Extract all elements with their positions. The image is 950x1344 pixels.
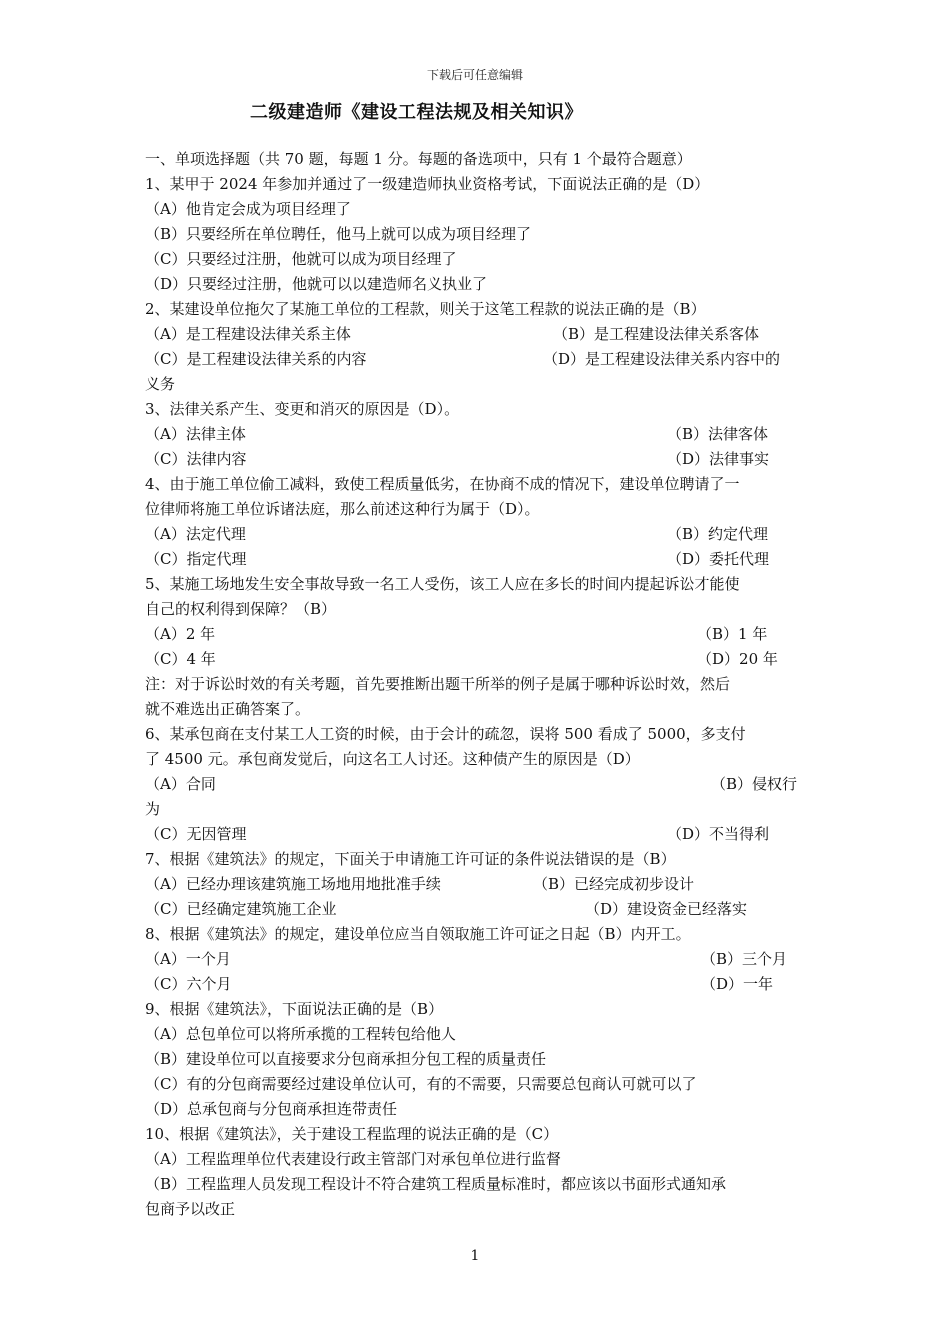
document-title: 二级建造师《建设工程法规及相关知识》 [250, 102, 583, 123]
question-5-option-d: （D）20 年 [697, 650, 778, 668]
question-6-option-d: （D）不当得利 [667, 825, 770, 843]
question-4-stem-line-1: 4、由于施工单位偷工减料，致使工程质量低劣，在协商不成的情况下，建设单位聘请了一 [145, 475, 740, 493]
question-1-option-b: （B）只要经所在单位聘任，他马上就可以成为项目经理了 [145, 225, 532, 243]
question-6-options-row-2 [145, 822, 807, 847]
question-7-options-row-1 [145, 872, 807, 897]
question-8-option-c: （C）六个月 [145, 975, 232, 993]
question-3-stem: 3、法律关系产生、变更和消灭的原因是（D）。 [145, 400, 460, 418]
question-1-stem: 1、某甲于 2024 年参加并通过了一级建造师执业资格考试，下面说法正确的是（D） [145, 175, 710, 193]
question-5-options-row-2 [145, 647, 807, 672]
question-6-option-a: （A）合同 [145, 775, 216, 793]
question-6-option-c: （C）无因管理 [145, 825, 247, 843]
question-10-stem: 10、根据《建筑法》，关于建设工程监理的说法正确的是（C） [145, 1125, 559, 1143]
question-list [145, 147, 807, 1222]
question-5-note-line-1: 注：对于诉讼时效的有关考题，首先要推断出题干所举的例子是属于哪种诉讼时效，然后 [145, 675, 731, 693]
question-4-stem-line-2: 位律师将施工单位诉诸法庭，那么前述这种行为属于（D）。 [145, 500, 540, 518]
question-9-option-d: （D）总承包商与分包商承担连带责任 [145, 1100, 398, 1118]
question-10-option-b-line-1: （B）工程监理人员发现工程设计不符合建筑工程质量标准时，都应该以书面形式通知承 [145, 1175, 727, 1193]
question-6-option-b: （B）侵权行 [711, 775, 798, 793]
question-4-option-c: （C）指定代理 [145, 550, 247, 568]
question-6-stem-line-2: 了 4500 元。承包商发觉后，向这名工人讨还。这种债产生的原因是（D） [145, 750, 640, 768]
question-5-option-b: （B）1 年 [697, 625, 768, 643]
question-2-option-d: （D）是工程建设法律关系内容中的 [543, 350, 781, 368]
question-3-option-c: （C）法律内容 [145, 450, 247, 468]
question-5-option-c: （C）4 年 [145, 650, 216, 668]
question-8-option-b: （B）三个月 [701, 950, 788, 968]
question-7-stem: 7、根据《建筑法》的规定，下面关于申请施工许可证的条件说法错误的是（B） [145, 850, 676, 868]
header-note: 下载后可任意编辑 [426, 68, 523, 82]
question-9-option-b: （B）建设单位可以直接要求分包商承担分包工程的质量责任 [145, 1050, 547, 1068]
question-5-stem-line-2: 自己的权利得到保障？（B） [145, 600, 337, 618]
question-7-options-row-2 [145, 897, 807, 922]
question-9-stem: 9、根据《建筑法》，下面说法正确的是（B） [145, 1000, 444, 1018]
question-5-option-a: （A）2 年 [145, 625, 216, 643]
question-6-stem-line-1: 6、某承包商在支付某工人工资的时候，由于会计的疏忽，误将 500 看成了 5000，多支付 [145, 725, 746, 743]
question-2-option-c: （C）是工程建设法律关系的内容 [145, 350, 367, 368]
question-3-option-a: （A）法律主体 [145, 425, 246, 443]
question-4-options-row-1 [145, 522, 807, 547]
question-6-option-b-continued: 为 [145, 800, 161, 818]
question-8-options-row-1 [145, 947, 807, 972]
question-2-options-row-1 [145, 322, 807, 347]
question-10-option-a: （A）工程监理单位代表建设行政主管部门对承包单位进行监督 [145, 1150, 561, 1168]
question-4-option-a: （A）法定代理 [145, 525, 246, 543]
question-2-option-d-continued: 义务 [145, 375, 176, 393]
question-1-option-c: （C）只要经过注册，他就可以成为项目经理了 [145, 250, 457, 268]
question-7-option-b: （B）已经完成初步设计 [533, 875, 695, 893]
question-5-options-row-1 [145, 622, 807, 647]
question-6-options-row-1 [145, 772, 807, 797]
question-9-option-a: （A）总包单位可以将所承揽的工程转包给他人 [145, 1025, 456, 1043]
question-4-option-b: （B）约定代理 [667, 525, 769, 543]
question-2-option-b: （B）是工程建设法律关系客体 [553, 325, 760, 343]
question-8-option-a: （A）一个月 [145, 950, 231, 968]
question-1-option-a: （A）他肯定会成为项目经理了 [145, 200, 351, 218]
question-7-option-c: （C）已经确定建筑施工企业 [145, 900, 337, 918]
section-heading: 一、单项选择题（共 70 题，每题 1 分。每题的备选项中，只有 1 个最符合题意） [145, 150, 692, 168]
question-4-option-d: （D）委托代理 [667, 550, 770, 568]
question-7-option-a: （A）已经办理该建筑施工场地用地批准手续 [145, 875, 441, 893]
question-9-option-c: （C）有的分包商需要经过建设单位认可，有的不需要，只需要总包商认可就可以了 [145, 1075, 697, 1093]
question-5-note-line-2: 就不难选出正确答案了。 [145, 700, 311, 718]
question-1-option-d: （D）只要经过注册，他就可以以建造师名义执业了 [145, 275, 488, 293]
question-8-option-d: （D）一年 [701, 975, 774, 993]
question-4-options-row-2 [145, 547, 807, 572]
question-3-options-row-1 [145, 422, 807, 447]
question-8-options-row-2 [145, 972, 807, 997]
question-5-stem-line-1: 5、某施工场地发生安全事故导致一名工人受伤，该工人应在多长的时间内提起诉讼才能使 [145, 575, 740, 593]
question-3-option-d: （D）法律事实 [667, 450, 770, 468]
question-2-stem: 2、某建设单位拖欠了某施工单位的工程款，则关于这笔工程款的说法正确的是（B） [145, 300, 706, 318]
question-3-option-b: （B）法律客体 [667, 425, 769, 443]
question-3-options-row-2 [145, 447, 807, 472]
question-2-option-a: （A）是工程建设法律关系主体 [145, 325, 351, 343]
page-number: 1 [470, 1248, 480, 1264]
question-2-options-row-2 [145, 347, 807, 372]
question-7-option-d: （D）建设资金已经落实 [585, 900, 748, 918]
question-10-option-b-line-2: 包商予以改正 [145, 1200, 236, 1218]
question-8-stem: 8、根据《建筑法》的规定，建设单位应当自领取施工许可证之日起（B）内开工。 [145, 925, 691, 943]
